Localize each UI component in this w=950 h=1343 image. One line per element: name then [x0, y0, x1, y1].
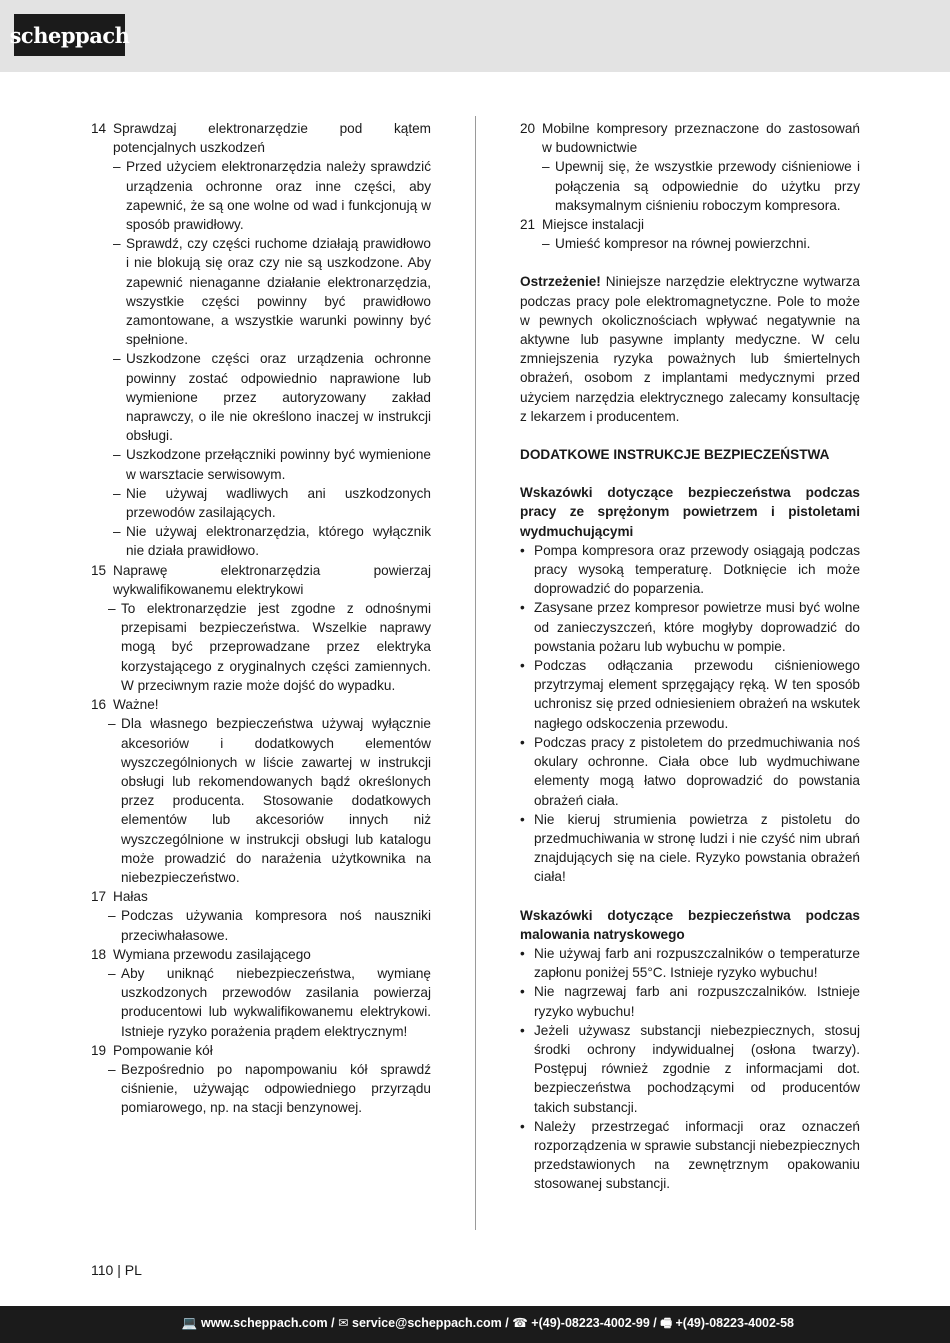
dash-marker: –	[113, 236, 121, 252]
footer-separator: /	[501, 1316, 513, 1330]
bullet-marker: •	[520, 600, 525, 616]
bullet-text: Nie nagrzewaj farb ani rozpuszczalników. Istnieje ryzyko wybuchu!	[534, 984, 860, 1019]
warning-text: Niniejsze narzędzie elektryczne wytwarza podczas pracy pole elektromagnetyczne. Pole to może w pewnych okolicznościach wpływać negatywnie na aktywne lub pasywne implanty medyczne. W celu zmniejszenia ryzyka poważnych lub śmiertelnych obrażeń, osobom z implantami medycznymi przed użyciem narzędzia elektrycznego zalecamy konsultację z lekarzem i producentem.	[520, 274, 860, 424]
sub-list	[520, 157, 860, 215]
warning-label: Ostrzeżenie!	[520, 274, 601, 290]
footer-email[interactable]: service@scheppach.com	[352, 1316, 502, 1330]
bullet-item	[520, 541, 860, 599]
bullet-item	[520, 944, 860, 982]
item-number: 21	[520, 217, 536, 233]
sub-list	[91, 714, 431, 887]
sub-item	[108, 599, 431, 695]
sub-item-text: Uszkodzone przełączniki powinny być wymienione w warsztacie serwisowym.	[126, 447, 431, 482]
computer-icon: 💻	[181, 1316, 198, 1330]
item-title: Sprawdzaj elektronarzędzie pod kątem potencjalnych uszkodzeń	[113, 121, 431, 156]
bullet-item	[520, 982, 860, 1020]
bullet-marker: •	[520, 658, 525, 674]
numbered-item	[91, 887, 431, 906]
sub-item-text: Dla własnego bezpieczeństwa używaj wyłącznie akcesoriów i dodatkowych elementów wyszczególnionych w liście zawartej w instrukcji obsługi lub rekomendowanych bądź określonych przez producenta. Stosowanie dodatkowych elementów lub akcesoriów innych niż wyszczególnione w instrukcji obsługi lub katalogu może prowadzić do narażenia użytkownika na niebezpieczeństwo.	[121, 716, 431, 885]
item-number: 18	[91, 946, 107, 962]
spacer	[520, 426, 860, 445]
sub-item	[113, 484, 431, 522]
dash-marker: –	[113, 159, 121, 175]
numbered-item	[91, 561, 431, 599]
bullet-text: Jeżeli używasz substancji niebezpiecznych, stosuj środki ochrony indywidualnej (osłona twarzy). Postępuj również zgodnie z informacjami dot. bezpieczeństwa pochodzącymi od producentów takich substancji.	[534, 1022, 860, 1115]
footer-bar	[0, 1306, 950, 1343]
bullet-text: Należy przestrzegać informacji oraz oznaczeń rozporządzenia w sprawie substancji niebezpiecznych przedstawionych na zewnętrznym opakowaniu stosowanej substancji.	[534, 1118, 860, 1192]
bullet-marker: •	[520, 811, 525, 827]
item-number: 14	[91, 121, 107, 136]
sub-item-text: To elektronarzędzie jest zgodne z odnośnymi przepisami bezpieczeństwa. Wszelkie naprawy mogą być przeprowadzane przez elektryka korzystającego z oryginalnych części zamiennych. W przeciwnym razie może dojść do wypadku.	[121, 601, 431, 693]
footer-contacts	[182, 1314, 794, 1335]
sub-item	[113, 157, 431, 234]
sub-item-text: Aby uniknąć niebezpieczeństwa, wymianę uszkodzonych przewodów zasilania powierzaj producentowi lub wykwalifikowanemu elektrykowi. Istnieje ryzyko porażenia prądem elektrycznym!	[121, 965, 431, 1039]
sub-list	[91, 599, 431, 695]
bullet-list	[520, 541, 860, 887]
spacer	[520, 464, 860, 483]
bullet-text: Nie kieruj strumienia powietrza z pistoletu do przedmuchiwania w stronę ludzi i nie czyść nim ubrań znajdujących się na ciele. Ryzyko powstania obrażeń ciała!	[534, 811, 860, 885]
item-title: Pompowanie kół	[113, 1042, 213, 1058]
sub-list	[91, 964, 431, 1041]
dash-marker: –	[108, 716, 116, 732]
sub-list	[520, 234, 860, 253]
item-title: Miejsce instalacji	[542, 217, 644, 233]
bullet-marker: •	[520, 734, 525, 750]
sub-item	[108, 1060, 431, 1118]
numbered-item	[91, 1041, 431, 1060]
footer-fax: +(49)-08223-4002-58	[675, 1316, 794, 1330]
sub-item	[113, 349, 431, 445]
footer-separator: /	[649, 1316, 661, 1330]
sub-item-text: Podczas używania kompresora noś nauszniki przeciwhałasowe.	[121, 908, 431, 943]
bullet-text: Podczas pracy z pistoletem do przedmuchiwania noś okulary ochronne. Ciała obce lub wydmuchiwane elementy mogą łatwo doprowadzić do powstania obrażeń ciała.	[534, 734, 860, 808]
sub-item	[108, 906, 431, 944]
sub-list	[91, 157, 431, 560]
sub-list	[91, 1060, 431, 1118]
bullet-text: Pompa kompresora oraz przewody osiągają podczas pracy wysoką temperaturę. Dotknięcie ich może doprowadzić do poparzenia.	[534, 542, 860, 597]
item-title: Wymiana przewodu zasilającego	[113, 946, 311, 962]
phone-icon: ☎	[512, 1316, 528, 1330]
dash-marker: –	[113, 447, 121, 463]
dash-marker: –	[113, 351, 121, 367]
bullet-marker: •	[520, 1118, 525, 1134]
sub-item	[542, 234, 860, 253]
spacer	[520, 253, 860, 272]
footer-phone: +(49)-08223-4002-99	[531, 1316, 650, 1330]
item-number: 16	[91, 697, 107, 713]
bullet-text: Nie używaj farb ani rozpuszczalników o temperaturze zapłonu poniżej 55°C. Istnieje ryzyko wybuchu!	[534, 945, 860, 981]
footer-website[interactable]: www.scheppach.com	[200, 1316, 328, 1330]
numbered-item	[520, 215, 860, 234]
section-heading: DODATKOWE INSTRUKCJE BEZPIECZEŃSTWA	[520, 447, 830, 463]
numbered-item	[91, 119, 431, 157]
sub-item-text: Umieść kompresor na równej powierzchni.	[555, 236, 811, 252]
sub-item-text: Przed użyciem elektronarzędzia należy sprawdzić urządzenia ochronne oraz inne części, aby zapewnić, że są one wolne od wad i funkcjonują w sposób prawidłowy.	[126, 159, 431, 233]
scheppach-logo: scheppach	[14, 14, 125, 56]
mail-icon: ✉	[338, 1316, 349, 1330]
item-number: 15	[91, 562, 107, 578]
sub-item-text: Uszkodzone części oraz urządzenia ochronne powinny zostać odpowiednio naprawione lub wymienione przez autoryzowany zakład naprawczy, o ile nie określono inaczej w instrukcji obsługi.	[126, 351, 431, 444]
dash-marker: –	[542, 236, 550, 252]
sub-item	[108, 964, 431, 1041]
right-column	[520, 119, 860, 1194]
spacer	[520, 887, 860, 906]
item-title: Hałas	[113, 889, 148, 905]
sub-item	[108, 714, 431, 887]
column-divider	[475, 116, 476, 1230]
fax-icon: 🖷	[660, 1316, 673, 1330]
bullet-list	[520, 944, 860, 1194]
subsection-heading: Wskazówki dotyczące bezpieczeństwa podczas pracy ze sprężonym powietrzem i pistoletami wydmuchującymi	[520, 485, 860, 539]
dash-marker: –	[542, 159, 550, 175]
sub-item-text: Sprawdź, czy części ruchome działają prawidłowo i nie blokują się oraz czy nie są uszkodzone. Aby zapewnić nienaganne działanie elektronarzędzia, wszystkie części powinny być prawidłowo zamontowane, a wszystkie warunki powinny być spełnione.	[126, 236, 431, 348]
bullet-marker: •	[520, 945, 525, 961]
footer-separator: /	[327, 1316, 339, 1330]
numbered-item	[91, 945, 431, 964]
bullet-item	[520, 1117, 860, 1194]
sub-item	[542, 157, 860, 215]
bullet-marker: •	[520, 984, 525, 1000]
dash-marker: –	[108, 965, 116, 981]
dash-marker: –	[108, 908, 116, 924]
bullet-item	[520, 598, 860, 656]
item-title: Ważne!	[113, 697, 159, 713]
sub-item-text: Bezpośrednio po napompowaniu kół sprawdź ciśnienie, używając odpowiedniego przyrządu pomiarowego, np. na stacji benzynowej.	[121, 1061, 431, 1116]
dash-marker: –	[108, 1061, 116, 1077]
sub-item-text: Nie używaj wadliwych ani uszkodzonych przewodów zasilających.	[126, 485, 431, 521]
bullet-item	[520, 810, 860, 887]
item-number: 19	[91, 1042, 107, 1058]
item-number: 20	[520, 121, 536, 136]
item-title: Mobilne kompresory przeznaczone do zastosowań w budownictwie	[542, 121, 860, 156]
dash-marker: –	[113, 524, 121, 540]
header-bar	[0, 0, 950, 72]
bullet-text: Podczas odłączania przewodu ciśnieniowego przytrzymaj element sprzęgający ręką. W ten sposób uchronisz się przed odniesieniem obrażeń na wskutek nagłego odskoczenia przewodu.	[534, 658, 860, 731]
item-number: 17	[91, 889, 107, 905]
bullet-text: Zasysane przez kompresor powietrze musi być wolne od zanieczyszczeń, które mogłyby doprowadzić do powstania pożaru lub wybuchu w pompie.	[534, 600, 860, 654]
bullet-item	[520, 656, 860, 733]
numbered-item	[91, 695, 431, 714]
subsection-heading: Wskazówki dotyczące bezpieczeństwa podczas malowania natryskowego	[520, 907, 860, 942]
left-column	[91, 119, 431, 1118]
sub-item	[113, 445, 431, 483]
sub-item	[113, 234, 431, 349]
item-title: Naprawę elektronarzędzia powierzaj wykwalifikowanemu elektrykowi	[113, 562, 431, 597]
bullet-marker: •	[520, 1022, 525, 1038]
sub-item-text: Upewnij się, że wszystkie przewody ciśnieniowe i połączenia są odpowiednie do użytku przy maksymalnym ciśnieniu roboczym kompresora.	[555, 159, 860, 213]
warning-paragraph	[520, 272, 860, 426]
page-number: 110 | PL	[91, 1262, 142, 1278]
sub-item-text: Nie używaj elektronarzędzia, którego wyłącznik nie działa prawidłowo.	[126, 524, 431, 559]
bullet-item	[520, 1021, 860, 1117]
sub-item	[113, 522, 431, 560]
bullet-item	[520, 733, 860, 810]
dash-marker: –	[113, 485, 121, 501]
dash-marker: –	[108, 601, 116, 617]
numbered-item	[520, 119, 860, 157]
sub-list	[91, 906, 431, 944]
bullet-marker: •	[520, 542, 525, 558]
